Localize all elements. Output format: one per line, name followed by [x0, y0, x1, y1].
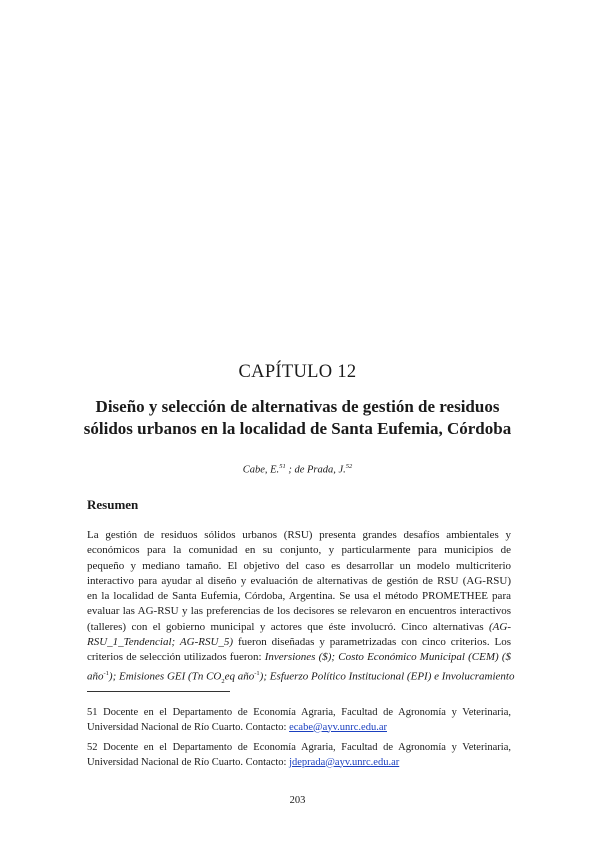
abstract-line: evaluar las AG-RSU y las preferencias de los decisores se relevaron en encuentros interactivos	[87, 605, 511, 618]
abstract-italic: año	[87, 670, 104, 683]
chapter-title-line-2: sólidos urbanos en la localidad de Santa Eufemia, Córdoba	[83, 419, 512, 438]
footnote-52	[87, 741, 511, 770]
footnote-line	[87, 756, 511, 771]
abstract-line	[87, 666, 515, 689]
chapter-title	[60, 396, 535, 440]
abstract-line	[87, 650, 511, 665]
footnote-line: 52 Docente en el Departamento de Economía Agraria, Facultad de Agronomía y Veterinaria,	[87, 742, 511, 753]
abstract-italic: ); Emisiones GEI (Tn CO	[108, 670, 222, 683]
abstract-line: interactivo para ayudar al diseño y evaluación de alternativas de gestión de RSU (AG-RSU)	[87, 574, 511, 587]
abstract-italic: (AG-	[489, 620, 511, 633]
abstract-line: en la localidad de Santa Eufemia, Córdoba, Argentina. Se usa el método PROMETHEE para	[87, 590, 511, 603]
footnote-51	[87, 706, 511, 735]
footnote-line	[87, 721, 511, 736]
abstract-superscript: -1	[254, 669, 260, 677]
abstract-line: La gestión de residuos sólidos urbanos (RSU) presenta grandes desafíos ambientales y	[87, 529, 511, 541]
abstract-italic: Inversiones ($); Costo Económico Municipal (CEM) ($	[264, 651, 511, 664]
abstract-line	[87, 635, 511, 650]
footnote-line: 51 Docente en el Departamento de Economía Agraria, Facultad de Agronomía y Veterinaria,	[87, 707, 511, 718]
abstract-line	[87, 620, 511, 635]
footnote-text: Universidad Nacional de Río Cuarto. Contacto:	[87, 756, 290, 768]
email-link[interactable]: ecabe@ayv.unrc.edu.ar	[289, 721, 387, 733]
author-1: Cabe, E.	[242, 464, 280, 476]
abstract-line-text: criterios de selección utilizados fueron:	[87, 651, 265, 664]
author-separator: ;	[285, 464, 295, 476]
author-2: de Prada, J.	[294, 464, 346, 476]
page-number: 203	[289, 795, 306, 806]
abstract-superscript: -1	[103, 669, 109, 677]
author-2-footnote-ref[interactable]: 52	[345, 463, 353, 470]
abstract-subscript: 2	[221, 677, 225, 685]
abstract-line: pequeño y mediano tamaño. El objetivo del caso es desarrollar un modelo multicriterio	[87, 559, 511, 572]
footnote-text: Universidad Nacional de Río Cuarto. Contacto:	[87, 721, 290, 733]
abstract-italic: RSU_1_Tendencial; AG-RSU_5)	[87, 636, 234, 649]
abstract-body	[87, 528, 515, 689]
chapter-label: CAPÍTULO 12	[238, 362, 357, 382]
author-1-footnote-ref[interactable]: 51	[279, 463, 286, 470]
abstract-italic: eq año	[224, 670, 255, 683]
abstract-italic: ); Esfuerzo Político Institucional (EPI) e Involucramiento	[259, 670, 515, 683]
abstract-line-text: (talleres) con el gobierno municipal y actores que éste involucró. Cinco alternativas	[87, 620, 484, 633]
abstract-heading: Resumen	[87, 497, 139, 512]
footnote-divider	[87, 691, 230, 692]
abstract-line: económicos para la comunidad en su conjunto, y particularmente para municipios de	[87, 544, 511, 557]
email-link[interactable]: jdeprada@ayv.unrc.edu.ar	[289, 756, 400, 768]
abstract-line-text: fueron diseñadas y parametrizadas con cinco criterios. Los	[233, 636, 511, 649]
author-line	[0, 463, 595, 476]
chapter-title-line-1: Diseño y selección de alternativas de gestión de residuos	[95, 397, 500, 416]
